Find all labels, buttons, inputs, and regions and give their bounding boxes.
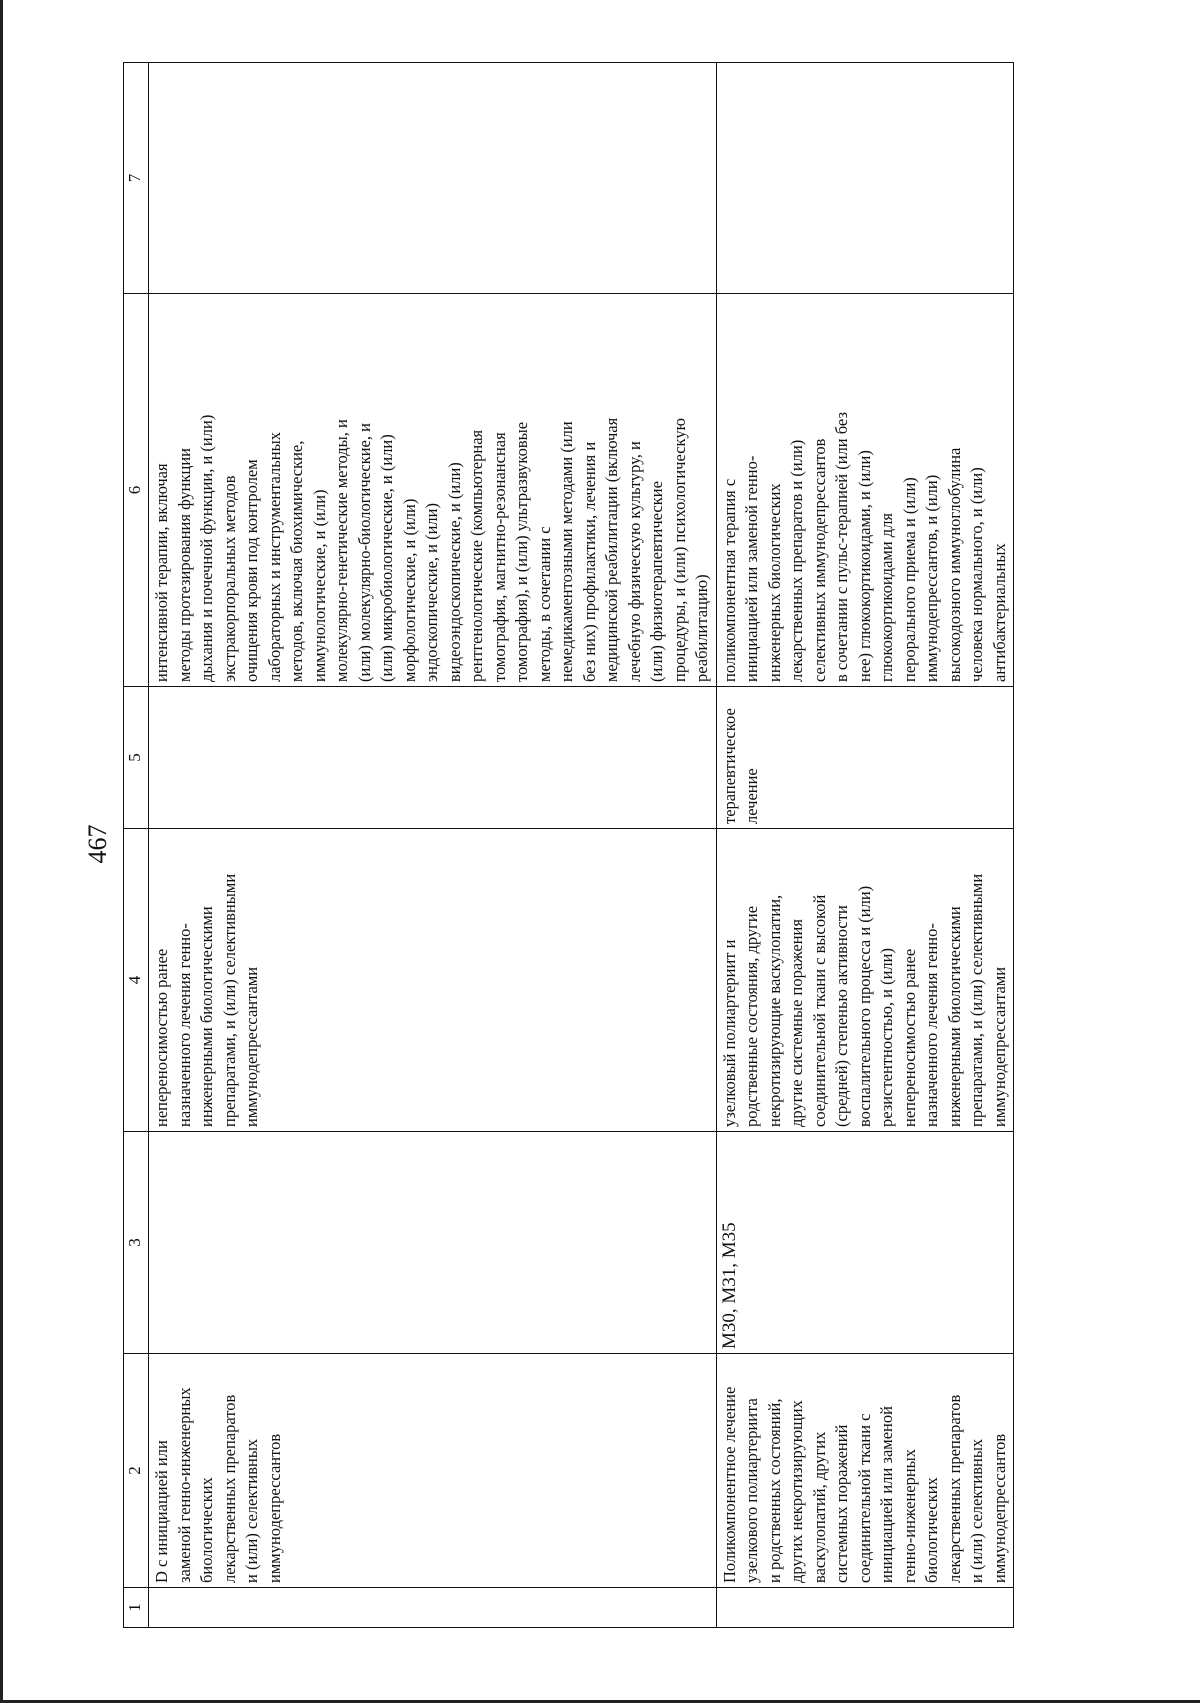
row2-icd-codes: M30, M31, M35 (716, 1132, 1014, 1354)
row2-treatment-name: Поликомпонентное лечение узелкового полиартериита и родственных состояний, других некротизирующих васкулопатий, других системных поражений соединительной ткани с инициацией или заменой генно-инженерных биологических лекарственных препаратов и (или) селективных иммунодепрессантов (716, 1354, 1014, 1588)
row1-treatment-method: интенсивной терапии, включая методы протезирования функции дыхания и почечной функции, и (или) экстракорпоральных методов очищения крови под контролем лабораторных и инструментальных методов, включая биохимические, иммунологические, и (или) молекулярно-генетические методы, и (или) молекулярно-биологические, и (или) микробиологические, и (или) морфологические, и (или) эндоскопические, и (или) видеоэндоскопические, и (или) рентгенологические (компьютерная томография, магнитно-резонансная томография), и (или) ультразвуковые методы, в сочетании с немедикаментозными методами (или без них) профилактики, лечения и медицинской реабилитации (включая лечебную физическую культуру, и (или) физиотерапевтические процедуры, и (или) психологическую реабилитацию) (149, 294, 717, 687)
procedure-table (123, 62, 1014, 1628)
row1-cost (149, 63, 717, 294)
row2-number (716, 1588, 1014, 1628)
row1-number (149, 1588, 717, 1628)
row2-cost (716, 63, 1014, 294)
table-header-row (124, 63, 149, 1628)
table-row (716, 63, 1014, 1628)
header-cell-4: 4 (124, 829, 149, 1132)
row2-treatment-method: поликомпонентная терапия с инициацией или заменой генно- инженерных биологических лекарственных препаратов и (или) селективных иммунодепрессантов в сочетании с пульс-терапией (или без нее) глюкокортикоидами, и (или) глюкокортикоидами для перорального приема и (или) иммунодепрессантов, и (или) высокодозного иммуноглобулина человека нормального, и (или) антибактериальных (716, 294, 1014, 687)
row2-treatment-type: терапевтическое лечение (716, 687, 1014, 829)
row1-patient-model: непереносимостью ранее назначенного лечения генно- инженерными биологическими препаратами, и (или) селективными иммунодепрессантами (149, 829, 717, 1132)
row1-treatment-type (149, 687, 717, 829)
table-row (149, 63, 717, 1628)
header-cell-5: 5 (124, 687, 149, 829)
row1-icd-codes (149, 1132, 717, 1354)
header-cell-2: 2 (124, 1354, 149, 1588)
header-cell-1: 1 (124, 1588, 149, 1628)
header-cell-3: 3 (124, 1132, 149, 1354)
row1-treatment-name: D с инициацией или заменой генно-инженерных биологических лекарственных препаратов и (или) селективных иммунодепрессантов (149, 1354, 717, 1588)
header-cell-6: 6 (124, 294, 149, 687)
page-number: 467 (83, 824, 112, 864)
row2-patient-model: узелковый полиартериит и родственные состояния, другие некротизирующие васкулопатии, другие системные поражения соединительной ткани с высокой (средней) степенью активности воспалительного процесса и (или) резистентностью, и (или) непереносимостью ранее назначенного лечения генно- инженерными биологическими препаратами, и (или) селективными иммунодепрессантами (716, 829, 1014, 1132)
header-cell-7: 7 (124, 63, 149, 294)
